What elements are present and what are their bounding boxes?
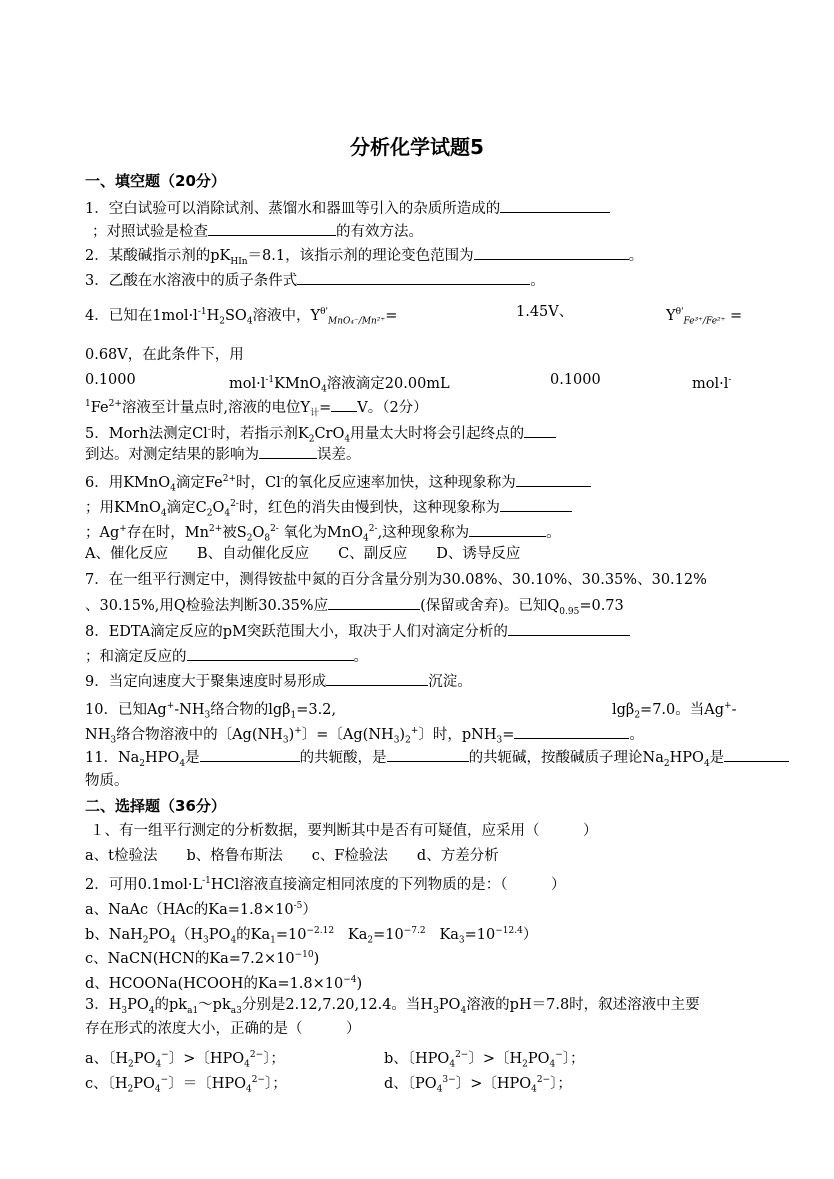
question-5-line-1: 5．Morh法测定Cl-时，若指示剂$K_2CrO_4$用量太大时将会引起终点的 [85,421,556,449]
choice-question-3-option-c: c、〔$H_2PO_4^-$〕＝〔$HPO_4^{2-}$〕； [85,1075,287,1095]
question-11-line-2: 物质。 [85,773,129,789]
choice-question-1: １、有一组平行测定的分析数据，要判断其中是否有可疑值，应采用（ ） [90,823,598,839]
question-8-line-1: 8．EDTA滴定反应的pM突跃范围大小，取决于人们对滴定分析的 [85,622,630,641]
question-4-potential-1: 1.45V、 [516,304,574,320]
question-2: 2．某酸碱指示剂的$pK_{HIn}=8.1$，该指示剂的理论变色范围为 。 [85,248,644,267]
question-5-line-2: 到达。对测定结果的影响为 误差。 [85,447,361,463]
question-6-line-2: ；用KMnO$_4$滴定$C_2O_4^{2-}$时，红色的消失由慢到快，这种现象称为 [85,495,572,523]
choice-question-3-option-b: b、〔$HPO_4^{2-}$〕>〔$H_2PO_4^-$〕； [384,1050,585,1070]
question-4-line-1: 4．已知在$1mol\cdot l^{-1}H_2SO_4$溶液中，$Y^{\theta'}_{MnO_4^-/Mn^{2+}}=$ [85,307,398,327]
question-1-line-1: 1．空白试验可以消除试剂、蒸馏水和器皿等引入的杂质所造成的 [85,199,610,218]
question-4-unit: mol·l- [692,375,732,392]
question-4-value-2: 0.1000 [550,372,601,388]
question-7-line-1: 7．在一组平行测定中，测得铵盐中氮的百分含量分别为30.08%、30.10%、30.35%、30.12% [85,572,707,588]
question-4-value-1: 0.1000 [85,372,136,388]
choice-question-2: 2．可用$0.1mol\cdot L^{-1}HCl$溶液直接滴定相同浓度的下列物质的是：（ ） [85,876,566,893]
question-11-line-1: 11．$Na_2HPO_4$是 的共轭酸，是 的共轭碱，按酸碱质子理论$Na_2HPO_4$是 [85,748,789,773]
choice-question-2-option-a: a、NaAc（HAc的$Ka=1.8\times 10^{-5}$） [85,901,317,918]
question-4-potential-2: $Y^{\theta'}_{Fe^{3+}/Fe^{2+}}$ = [666,307,743,327]
page-title: 分析化学试题5 [350,135,484,159]
choice-question-2-option-b: b、$NaH_2PO_4(H_3PO_4$的$Ka_1=10^{-2.12}$ $Ka_2=10^{-7.2}$ $Ka_3=10^{-12.4}$） [85,926,538,946]
section-multiple-choice: 二、选择题（36分） [85,797,226,815]
question-4-line-3: $mol\cdot l^{-1}KMnO_4$溶液滴定20.00mL [229,375,450,395]
choice-question-3-option-d: d、〔$PO_4^{3-}$〕>〔$HPO_4^{2-}$〕； [384,1075,572,1095]
question-4-line-4: $^1Fe^{2+}$溶液至计量点时,溶液的电位$Y_计= V$。（2分） [85,399,428,419]
question-8-line-2: ；和滴定反应的 。 [85,649,368,665]
section-fill-in-blank: 一、填空题（20分） [85,172,226,190]
question-10-line-2: $NH_3$络合物溶液中的〔$Ag(NH_3)^+$〕=〔$Ag(NH_3)_2^+$〕时，pNH$_3$= 。 [85,726,644,746]
question-7-line-2: 、30.15%,用Q检验法判断30.35%应 (保留或舍弃)。已知$Q_{0.95}=0.73$ [85,598,624,617]
question-3: 3．乙酸在水溶液中的质子条件式 。 [85,273,545,289]
question-4-line-2: 0.68V，在此条件下，用 [85,347,244,363]
choice-question-3-line-2: 存在形式的浓度大小，正确的是（ ） [85,1021,361,1037]
choice-question-2-option-c: c、NaCN(HCN的$Ka=7.2\times 10^{-10}$) [85,950,320,967]
question-10-beta2: lgβ$_2$=7.0。当Ag+- [612,701,737,721]
choice-question-3-option-a: a、〔$H_2PO_4^-$〕>〔$HPO_4^{2-}$〕； [85,1050,285,1070]
question-6-line-3: ；Ag+存在时，$Mn^{2+}$被$S_2O_8^{2-}$ 氧化为MnO$_4^{2-}$,这种现象称为 。 [85,524,561,544]
question-9: 9．当定向速度大于聚集速度时易形成 沉淀。 [85,674,472,690]
choice-question-1-options: a、t检验法 b、格鲁布斯法 c、F检验法 d、方差分析 [85,848,499,864]
question-6-line-1: 6．用KMnO$_4$滴定$Fe^{2+}$时，Cl-的氧化反应速率加快，这种现象称为 [85,470,591,498]
choice-question-2-option-d: d、HCOONa(HCOOH的$Ka=1.8\times 10^{-4}$) [85,975,363,992]
choice-question-3-line-1: 3．$H_3PO_4$的$pk_{a1}\sim pk_{a3}$分别是2.12,7.20,12.4。当$H_3PO_4$溶液的pH＝7.8时，叙述溶液中主要 [85,997,700,1016]
question-6-options: A、催化反应 B、自动催化反应 C、副反应 D、诱导反应 [85,546,521,562]
question-1-line-2: ；对照试验是检查 的有效方法。 [92,224,423,240]
question-10-line-1: 10．已知$Ag^+-NH_3$络合物的lgβ$_1$=3.2, [85,701,337,721]
